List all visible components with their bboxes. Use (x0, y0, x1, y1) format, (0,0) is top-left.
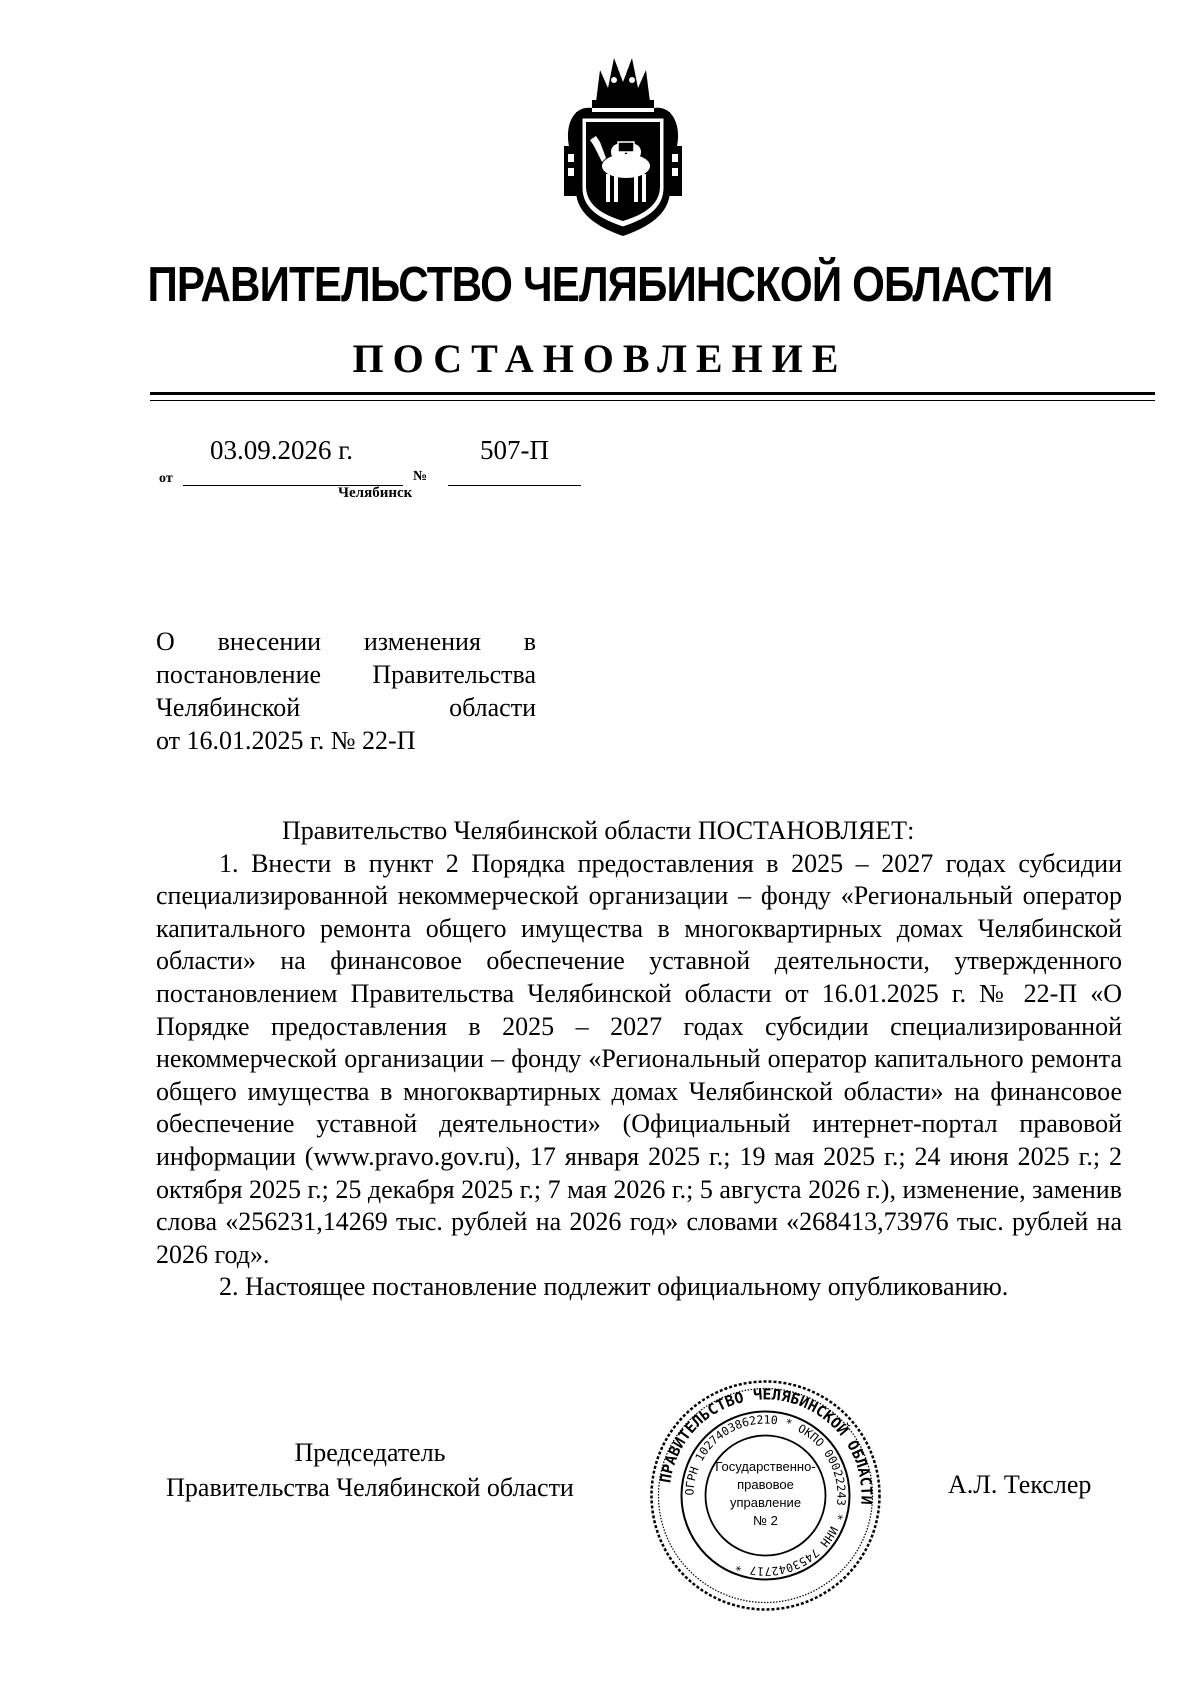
stamp-outer-text: ПРАВИТЕЛЬСТВО ЧЕЛЯБИНСКОЙ ОБЛАСТИ (656, 1385, 876, 1505)
stamp-center-line: правовое (737, 1477, 794, 1492)
organization-title: ПРАВИТЕЛЬСТВО ЧЕЛЯБИНСКОЙ ОБЛАСТИ (147, 258, 1053, 312)
header-rule-thick (150, 392, 1155, 395)
signer-position (147, 1435, 593, 1505)
document-subject (156, 625, 536, 757)
document-date: 03.09.2026 г. (210, 435, 354, 465)
paragraph-2: 2. Настоящее постановление подлежит официальному опубликованию. (219, 1272, 1009, 1302)
document-number: 507-П (480, 435, 549, 465)
stamp-center-line: Государственно- (715, 1459, 816, 1474)
header-rule-thin (150, 400, 1155, 401)
stamp-inner-text: ОГРН 1027403862210 * ОКПО 00022243 * ИНН 7453042717 * (682, 1412, 849, 1579)
signer-position-line: Правительства Челябинской области (166, 1473, 574, 1502)
number-prefix-label: № (413, 469, 428, 484)
document-type-title: ПОСТАНОВЛЕНИЕ (352, 336, 848, 381)
city-label: Челябинск (338, 485, 413, 501)
subject-line: постановление Правительства (156, 660, 536, 689)
number-underline (448, 485, 581, 486)
subject-line: О внесении изменения в (156, 627, 536, 656)
coat-of-arms-emblem (556, 50, 690, 240)
subject-line: от 16.01.2025 г. № 22-П (156, 726, 416, 755)
date-prefix-label: от (159, 471, 173, 486)
signer-position-line: Председатель (294, 1438, 446, 1467)
official-stamp (648, 1378, 883, 1613)
decree-statement: Правительство Челябинской области ПОСТАНОВЛЯЕТ: (282, 816, 915, 845)
stamp-center-line: № 2 (753, 1513, 778, 1528)
stamp-center-line: управление (729, 1495, 802, 1510)
document-body (156, 815, 1122, 1304)
subject-line: Челябинской области (156, 693, 536, 722)
signer-name: А.Л. Текслер (948, 1470, 1092, 1499)
paragraph-1: 1. Внести в пункт 2 Порядка предоставления в 2025 – 2027 годах субсидии специализированной некоммерческой организации – фонду «Региональный оператор капитального ремонта общего имущества в многоквартирных домах Челябинской области» на финансовое обеспечение уставной деятельности, утвержденного постановлением Правительства Челябинской области от 16.01.2025 г. № 22-П «О Порядке предоставления в 2025 – 2027 годах субсидии специализированной некоммерческой организации – фонду «Региональный оператор капитального ремонта общего имущества в многоквартирных домах Челябинской области» на финансовое обеспечение уставной деятельности» (Официальный интернет-портал правовой информации (www.pravo.gov.ru), 17 января 2025 г.; 19 мая 2025 г.; 24 июня 2025 г.; 2 октября 2025 г.; 25 декабря 2025 г.; 7 мая 2026 г.; 5 августа 2026 г.), изменение, заменив слова «256231,14269 тыс. рублей на 2026 год» словами «268413,73976 тыс. рублей на 2026 год». (156, 848, 1122, 1269)
